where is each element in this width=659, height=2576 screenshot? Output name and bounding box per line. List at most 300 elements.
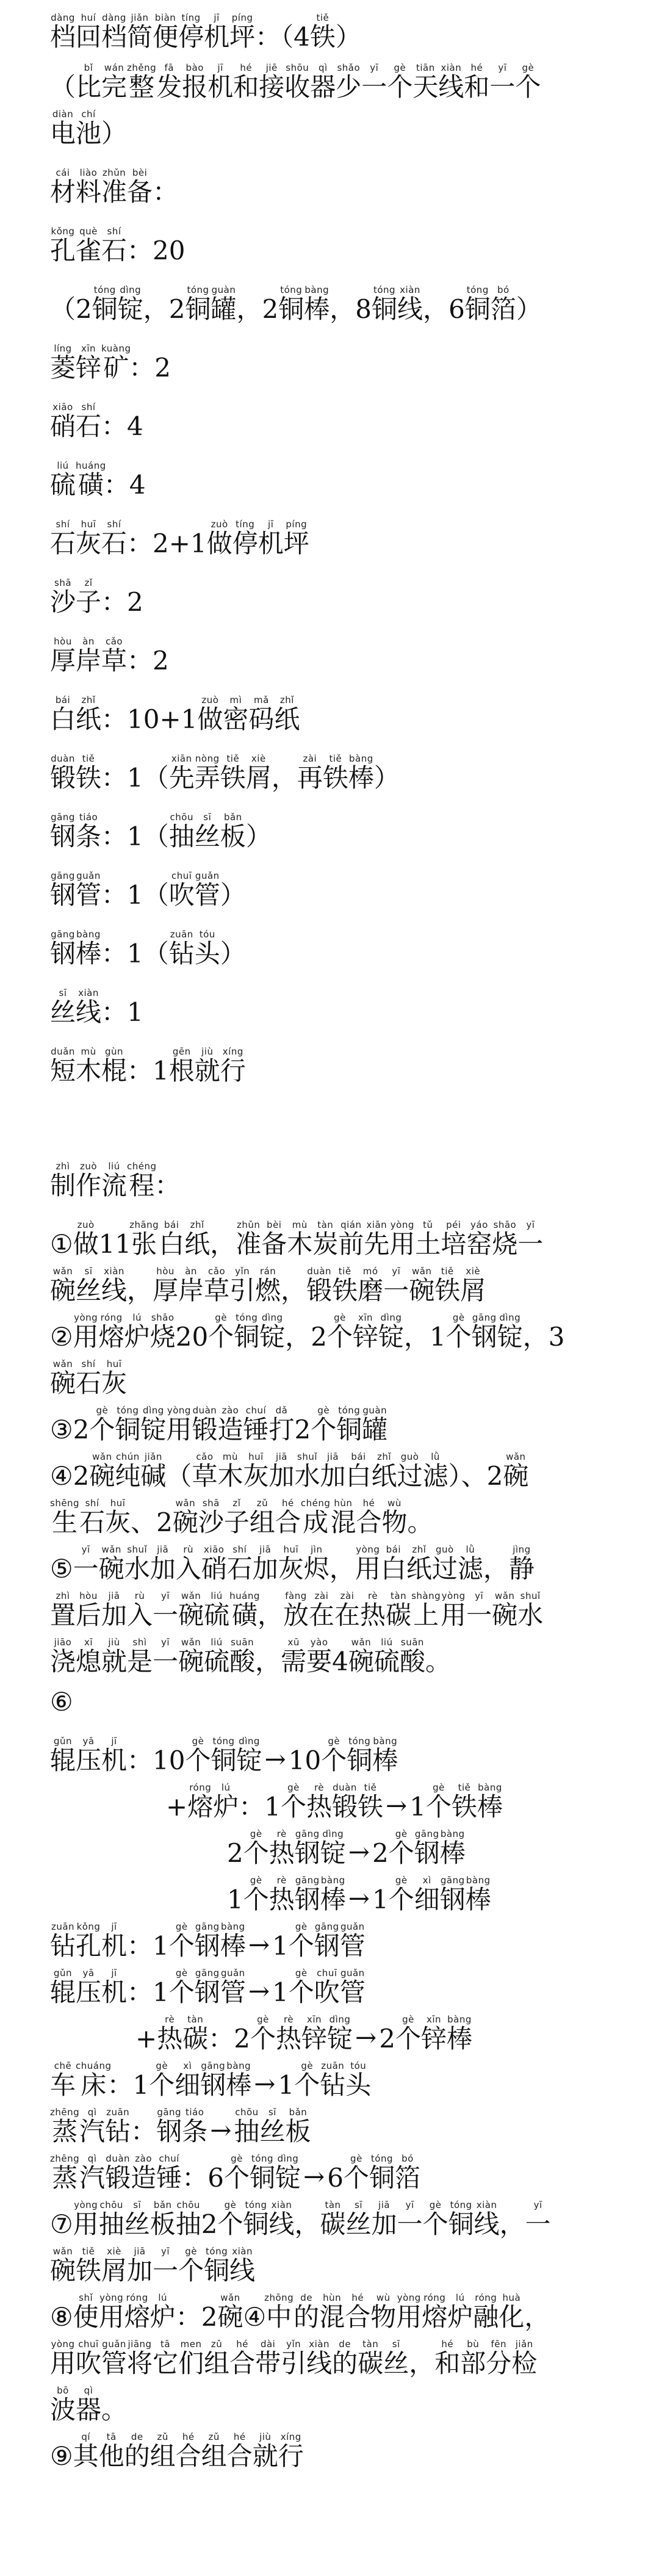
ruby-char bbox=[101, 1358, 128, 1398]
hanzi: 管 bbox=[339, 1977, 366, 2007]
ruby-char bbox=[217, 1405, 243, 1445]
hanzi: 燃 bbox=[255, 1275, 281, 1305]
ruby-char bbox=[127, 167, 153, 207]
pinyin: zuò bbox=[197, 695, 223, 705]
hanzi: 它 bbox=[153, 2348, 179, 2378]
pinyin: tóng bbox=[347, 1736, 373, 1747]
pinyin: xiè bbox=[101, 2246, 128, 2257]
ruby-char bbox=[233, 62, 259, 102]
pinyin: xiàn bbox=[229, 2246, 256, 2257]
ruby-char bbox=[252, 2431, 278, 2471]
text-line bbox=[50, 2433, 642, 2469]
hanzi: 个 bbox=[445, 1322, 472, 1352]
plain-text: ② bbox=[50, 1322, 73, 1352]
hanzi: 白 bbox=[159, 1229, 185, 1259]
pinyin: mǎ bbox=[248, 695, 275, 705]
pinyin: bǎn bbox=[220, 812, 246, 823]
hanzi: 抽 bbox=[168, 821, 195, 851]
hanzi: 棒 bbox=[372, 1745, 398, 1775]
hanzi: 纸 bbox=[274, 704, 300, 734]
text-line bbox=[50, 13, 642, 50]
pinyin: xíng bbox=[220, 1046, 246, 1057]
ruby-char bbox=[220, 1921, 246, 1961]
hanzi: 简 bbox=[127, 22, 153, 52]
text-line bbox=[50, 1783, 642, 1820]
pinyin: gè bbox=[343, 2153, 369, 2164]
ruby-char bbox=[182, 2014, 209, 2054]
hanzi: 打 bbox=[268, 1415, 295, 1445]
pinyin: bái bbox=[159, 1219, 185, 1230]
ruby-char bbox=[268, 1828, 295, 1868]
pinyin: de bbox=[293, 2292, 320, 2303]
ruby-char bbox=[278, 284, 304, 324]
ruby-char bbox=[257, 519, 284, 558]
hanzi: 合 bbox=[345, 2302, 371, 2332]
hanzi: 收 bbox=[284, 72, 311, 102]
plain-text: ⑨ bbox=[50, 2441, 73, 2471]
hanzi: 做 bbox=[73, 1229, 99, 1259]
pinyin: tàn bbox=[386, 1590, 412, 1601]
pinyin: gāng bbox=[194, 1968, 220, 1979]
pinyin: tiě bbox=[322, 753, 348, 764]
ruby-char bbox=[396, 2292, 422, 2332]
plain-text: 。 bbox=[101, 2395, 128, 2425]
text-line bbox=[50, 754, 642, 791]
text-line bbox=[50, 286, 642, 322]
text-line bbox=[50, 2386, 642, 2423]
hanzi: 在 bbox=[309, 1600, 335, 1630]
plain-text: ：1 bbox=[239, 1792, 281, 1822]
ruby-char bbox=[306, 2339, 333, 2378]
text-line bbox=[50, 520, 642, 557]
ruby-char bbox=[336, 62, 362, 102]
plain-text: ：1（ bbox=[101, 880, 169, 910]
pinyin: mù bbox=[217, 1451, 243, 1462]
ruby-char bbox=[194, 1968, 220, 2007]
hanzi: 棒 bbox=[439, 1838, 466, 1868]
ruby-char bbox=[294, 1451, 320, 1491]
ruby-char bbox=[50, 402, 76, 441]
pinyin: yī bbox=[466, 1590, 492, 1601]
hanzi: 炉 bbox=[213, 1792, 239, 1822]
hanzi: 混 bbox=[319, 2302, 345, 2332]
pinyin: jiāo bbox=[50, 1637, 76, 1648]
ruby-char bbox=[98, 2199, 124, 2239]
ruby-char bbox=[414, 1828, 440, 1868]
plain-text: ， bbox=[281, 1275, 307, 1305]
pinyin: zǔ bbox=[249, 1498, 275, 1509]
hanzi: 生 bbox=[50, 1507, 80, 1537]
hanzi: 铁 bbox=[358, 1792, 384, 1822]
pinyin: wǎn bbox=[178, 1637, 204, 1648]
text-line bbox=[50, 989, 642, 1025]
ruby-char bbox=[322, 753, 348, 793]
ruby-char bbox=[394, 2153, 420, 2193]
pinyin: bù bbox=[460, 2339, 486, 2350]
pinyin: bái bbox=[345, 1451, 372, 1462]
ruby-char bbox=[101, 1046, 128, 1086]
text-line bbox=[50, 1221, 642, 1257]
ruby-char bbox=[101, 1968, 128, 2007]
pinyin: liú bbox=[204, 1637, 230, 1648]
ruby-char bbox=[278, 1544, 304, 1584]
ruby-char bbox=[460, 1266, 486, 1305]
pinyin: zuān bbox=[320, 2060, 346, 2071]
hanzi: 个 bbox=[515, 72, 541, 102]
plain-text: ：4 bbox=[103, 470, 146, 500]
ruby-char bbox=[362, 1405, 388, 1445]
hanzi: 入 bbox=[175, 1554, 201, 1584]
pinyin: dìng bbox=[236, 1736, 262, 1747]
pinyin: wǎn bbox=[217, 2292, 243, 2303]
ruby-char bbox=[243, 2199, 269, 2239]
hanzi: 培 bbox=[441, 1229, 467, 1259]
ruby-char bbox=[517, 1219, 544, 1259]
pinyin: chéng bbox=[127, 1161, 157, 1172]
ruby-char bbox=[76, 1161, 102, 1200]
hanzi: 用 bbox=[98, 2302, 124, 2332]
pinyin: suān bbox=[399, 1637, 425, 1648]
pinyin: hé bbox=[464, 62, 490, 73]
plain-text: 10 bbox=[288, 1745, 322, 1775]
hanzi: 石 bbox=[50, 529, 76, 558]
hanzi: 水 bbox=[294, 1461, 320, 1491]
pinyin: chōu bbox=[98, 2199, 124, 2210]
hanzi: 硝 bbox=[201, 1554, 227, 1584]
pinyin: gè bbox=[288, 1968, 314, 1979]
pinyin: dìng bbox=[320, 1828, 346, 1839]
hanzi: 土 bbox=[415, 1229, 441, 1259]
pinyin: bàng bbox=[76, 929, 102, 940]
pinyin: gāng bbox=[294, 1828, 320, 1839]
pinyin: guǎn bbox=[194, 870, 220, 881]
pinyin: dìng bbox=[378, 1312, 404, 1323]
hanzi: 蒸 bbox=[50, 2163, 80, 2193]
ruby-char bbox=[378, 1312, 404, 1352]
ruby-char bbox=[415, 1219, 441, 1259]
ruby-char bbox=[217, 2199, 243, 2239]
hanzi: 板 bbox=[220, 821, 246, 851]
hanzi: 抽 bbox=[98, 2209, 124, 2239]
pinyin: dìng bbox=[140, 1405, 167, 1416]
ruby-char bbox=[206, 519, 232, 558]
hanzi: 钢 bbox=[50, 880, 76, 910]
ruby-char bbox=[243, 1875, 269, 1914]
ruby-char bbox=[288, 1921, 314, 1961]
pinyin: mì bbox=[223, 695, 249, 705]
pinyin: tàn bbox=[358, 2339, 384, 2350]
hanzi: 张 bbox=[129, 1229, 159, 1259]
pinyin: yī bbox=[397, 2199, 423, 2210]
pinyin: jiā bbox=[268, 1451, 295, 1462]
ruby-char bbox=[320, 2199, 346, 2239]
plain-text: ：1（ bbox=[101, 939, 169, 969]
pinyin: chuáng bbox=[76, 2060, 112, 2071]
pinyin: péi bbox=[441, 1219, 467, 1230]
hanzi: 锻 bbox=[332, 1792, 358, 1822]
hanzi: 汽 bbox=[79, 2116, 106, 2146]
pinyin: rè bbox=[360, 1590, 386, 1601]
hanzi: 个 bbox=[294, 2070, 320, 2100]
hanzi: 锌 bbox=[301, 2024, 328, 2054]
hanzi: 屑 bbox=[101, 2256, 128, 2286]
plain-text: + bbox=[135, 2024, 157, 2054]
hanzi: 孔 bbox=[76, 1931, 102, 1961]
pinyin: dìng bbox=[117, 284, 143, 295]
arrow-icon: → bbox=[386, 1791, 408, 1820]
hanzi: 线 bbox=[101, 1275, 128, 1305]
pinyin: gè bbox=[223, 2153, 250, 2164]
pinyin: bái bbox=[380, 1544, 406, 1555]
ruby-char bbox=[339, 1968, 366, 2007]
pinyin: zhēng bbox=[50, 2107, 80, 2118]
hanzi: 熄 bbox=[76, 1647, 102, 1676]
pinyin: wǎn bbox=[50, 1266, 76, 1277]
ruby-char bbox=[465, 1875, 491, 1914]
pinyin: bàng bbox=[226, 2060, 252, 2071]
ruby-char bbox=[98, 1544, 124, 1584]
ruby-char bbox=[283, 519, 309, 558]
pinyin: gè bbox=[395, 2014, 421, 2025]
ruby-char bbox=[50, 987, 76, 1027]
hanzi: 碗 bbox=[172, 1507, 198, 1537]
hanzi: 草 bbox=[192, 1461, 218, 1491]
hanzi: 热 bbox=[268, 1838, 295, 1868]
hanzi: 管 bbox=[339, 1931, 366, 1961]
pinyin: sī bbox=[259, 2107, 286, 2118]
plain-text: 6 bbox=[327, 2163, 344, 2193]
ruby-char bbox=[168, 870, 195, 910]
hanzi: 混 bbox=[330, 1507, 356, 1537]
plain-text: ， bbox=[409, 2348, 435, 2378]
hanzi: 个 bbox=[311, 1415, 337, 1445]
hanzi: 铁 bbox=[76, 763, 102, 793]
hanzi: 管 bbox=[76, 880, 102, 910]
hanzi: 碗 bbox=[178, 1600, 204, 1630]
pinyin: de bbox=[332, 2339, 358, 2350]
text-line bbox=[50, 1638, 642, 1675]
ruby-char bbox=[345, 2292, 371, 2332]
ruby-char bbox=[236, 1219, 262, 1259]
hanzi: 窑 bbox=[466, 1229, 492, 1259]
hanzi: 个 bbox=[388, 1838, 414, 1868]
pinyin: bó bbox=[490, 284, 516, 295]
pinyin: zhǐ bbox=[274, 695, 300, 705]
ruby-char bbox=[345, 2199, 372, 2239]
plain-text: ： bbox=[153, 177, 179, 207]
pinyin: tóng bbox=[234, 1312, 260, 1323]
hanzi: 加 bbox=[268, 1461, 295, 1491]
ruby-char bbox=[50, 1637, 76, 1676]
pinyin: jiǎn bbox=[127, 12, 153, 23]
ruby-char bbox=[131, 2153, 157, 2193]
pinyin: sī bbox=[50, 987, 76, 998]
ruby-char bbox=[380, 1544, 406, 1584]
ruby-char bbox=[294, 1875, 320, 1914]
pinyin: tiě bbox=[76, 2246, 102, 2257]
hanzi: 物 bbox=[370, 2302, 397, 2332]
hanzi: 铜 bbox=[372, 294, 398, 324]
pinyin: huī bbox=[101, 1358, 128, 1369]
ruby-char bbox=[268, 1875, 295, 1914]
pinyin: hé bbox=[345, 2292, 371, 2303]
ruby-char bbox=[360, 1590, 386, 1630]
text-line bbox=[50, 1689, 642, 1715]
pinyin: fàng bbox=[283, 1590, 309, 1601]
ruby-char bbox=[414, 1875, 440, 1914]
hanzi: 合 bbox=[356, 1507, 382, 1537]
hanzi: 铜 bbox=[185, 294, 211, 324]
ruby-char bbox=[243, 1828, 269, 1868]
text-line bbox=[50, 1499, 642, 1535]
hanzi: 码 bbox=[248, 704, 275, 734]
ruby-char bbox=[204, 2339, 230, 2378]
plain-text: ） bbox=[220, 939, 246, 969]
ruby-char bbox=[201, 1544, 227, 1584]
ruby-char bbox=[76, 460, 106, 500]
text-line bbox=[50, 2108, 642, 2145]
hanzi: 过 bbox=[431, 1554, 458, 1584]
hanzi: 碗 bbox=[89, 1461, 115, 1491]
pinyin: gāng bbox=[471, 1312, 497, 1323]
pinyin: huí bbox=[76, 12, 102, 23]
ruby-char bbox=[275, 2014, 301, 2054]
pinyin: jiā bbox=[149, 1544, 176, 1555]
hanzi: 板 bbox=[285, 2116, 311, 2146]
hanzi: 碗 bbox=[50, 1368, 76, 1398]
hanzi: 准 bbox=[101, 177, 128, 207]
pinyin: men bbox=[178, 2339, 204, 2350]
ruby-char bbox=[283, 1590, 309, 1630]
pinyin: jī bbox=[101, 1921, 128, 1932]
hanzi: 压 bbox=[76, 1977, 102, 2007]
plain-text: ， bbox=[294, 2209, 320, 2239]
ruby-char bbox=[73, 2292, 99, 2332]
ruby-char bbox=[294, 2060, 320, 2100]
ruby-char bbox=[306, 1266, 333, 1305]
pinyin: sī bbox=[194, 812, 220, 823]
pinyin: tóng bbox=[92, 284, 118, 295]
ruby-char bbox=[178, 1266, 204, 1305]
hanzi: 细 bbox=[414, 1885, 440, 1914]
pinyin: zhǐ bbox=[184, 1219, 211, 1230]
text-line bbox=[50, 2062, 642, 2098]
pinyin: tiān bbox=[412, 62, 439, 73]
hanzi: 将 bbox=[127, 2348, 153, 2378]
ruby-char bbox=[156, 62, 182, 102]
hanzi: 一 bbox=[397, 2209, 423, 2239]
ruby-char bbox=[406, 1544, 432, 1584]
hanzi: 便 bbox=[153, 22, 179, 52]
ruby-char bbox=[234, 2107, 260, 2146]
pinyin: xiāo bbox=[50, 402, 76, 413]
ruby-char bbox=[310, 62, 336, 102]
ruby-char bbox=[255, 1266, 281, 1305]
pinyin: tóng bbox=[204, 2246, 230, 2257]
pinyin: rù bbox=[127, 1590, 153, 1601]
pinyin: bèi bbox=[127, 167, 153, 178]
plain-text: 4 bbox=[332, 1647, 348, 1676]
pinyin: sī bbox=[383, 2339, 409, 2350]
hanzi: 池 bbox=[76, 118, 102, 148]
hanzi: 棒 bbox=[320, 1885, 346, 1914]
hanzi: 丝 bbox=[76, 1275, 102, 1305]
plain-text: ⑤ bbox=[50, 1554, 73, 1584]
hanzi: 钻 bbox=[50, 1931, 76, 1961]
ruby-char bbox=[184, 1219, 211, 1259]
ruby-char bbox=[76, 1358, 102, 1398]
ruby-char bbox=[474, 2199, 500, 2239]
text-line bbox=[50, 1969, 642, 2005]
plain-text: + bbox=[166, 1792, 188, 1822]
hanzi: 丝 bbox=[383, 2348, 409, 2378]
pinyin: xiāo bbox=[201, 1544, 227, 1555]
hanzi: 热 bbox=[157, 2024, 183, 2054]
ruby-char bbox=[281, 2339, 307, 2378]
hanzi: 石 bbox=[76, 411, 102, 441]
hanzi: 热 bbox=[306, 1792, 332, 1822]
pinyin: wǎn bbox=[492, 1590, 518, 1601]
plain-text: ） bbox=[220, 880, 246, 910]
pinyin: yòng bbox=[389, 1219, 416, 1230]
ruby-char bbox=[439, 1828, 466, 1868]
ruby-char bbox=[50, 1161, 76, 1200]
ruby-char bbox=[50, 167, 76, 207]
pinyin: yī bbox=[489, 62, 516, 73]
pinyin: jiù bbox=[101, 1637, 128, 1648]
pinyin: zhǔn bbox=[101, 167, 128, 178]
pinyin: zhěng bbox=[127, 62, 157, 73]
pinyin: rè bbox=[268, 1875, 295, 1886]
hanzi: 屑 bbox=[460, 1275, 486, 1305]
hanzi: 白 bbox=[380, 1554, 406, 1584]
hanzi: 铜 bbox=[278, 294, 304, 324]
hanzi: 抽 bbox=[234, 2116, 260, 2146]
ruby-char bbox=[127, 1637, 153, 1676]
pinyin: gǔn bbox=[50, 1968, 76, 1979]
ruby-char bbox=[499, 2292, 525, 2332]
hanzi: 电 bbox=[50, 118, 76, 148]
ruby-char bbox=[294, 1828, 320, 1868]
hanzi: 钢 bbox=[471, 1322, 497, 1352]
ruby-char bbox=[129, 1219, 159, 1259]
ruby-char bbox=[194, 812, 220, 851]
hanzi: 锻 bbox=[306, 1275, 333, 1305]
ruby-char bbox=[229, 1637, 256, 1676]
hanzi: 一 bbox=[73, 1554, 99, 1584]
pinyin: yòng bbox=[50, 2339, 76, 2350]
hanzi: 个 bbox=[243, 1838, 269, 1868]
hanzi: 铜 bbox=[243, 2209, 269, 2239]
hanzi: 棒 bbox=[304, 294, 330, 324]
ruby-char bbox=[397, 1451, 423, 1491]
hanzi: 引 bbox=[229, 1275, 256, 1305]
ruby-char bbox=[300, 1498, 331, 1537]
ruby-char bbox=[79, 2153, 106, 2193]
ruby-char bbox=[149, 2060, 175, 2100]
pinyin: yī bbox=[525, 2199, 551, 2210]
text-line bbox=[50, 227, 642, 264]
pinyin: yǐn bbox=[281, 2339, 307, 2350]
ruby-char bbox=[352, 1312, 378, 1352]
hanzi: 辊 bbox=[50, 1977, 76, 2007]
pinyin: tóng bbox=[115, 1405, 141, 1416]
pinyin: yī bbox=[153, 1637, 179, 1648]
pinyin: yòng bbox=[396, 2292, 422, 2303]
ruby-char bbox=[236, 1736, 262, 1775]
hanzi: 停 bbox=[178, 22, 204, 52]
hanzi: 静 bbox=[508, 1554, 535, 1584]
